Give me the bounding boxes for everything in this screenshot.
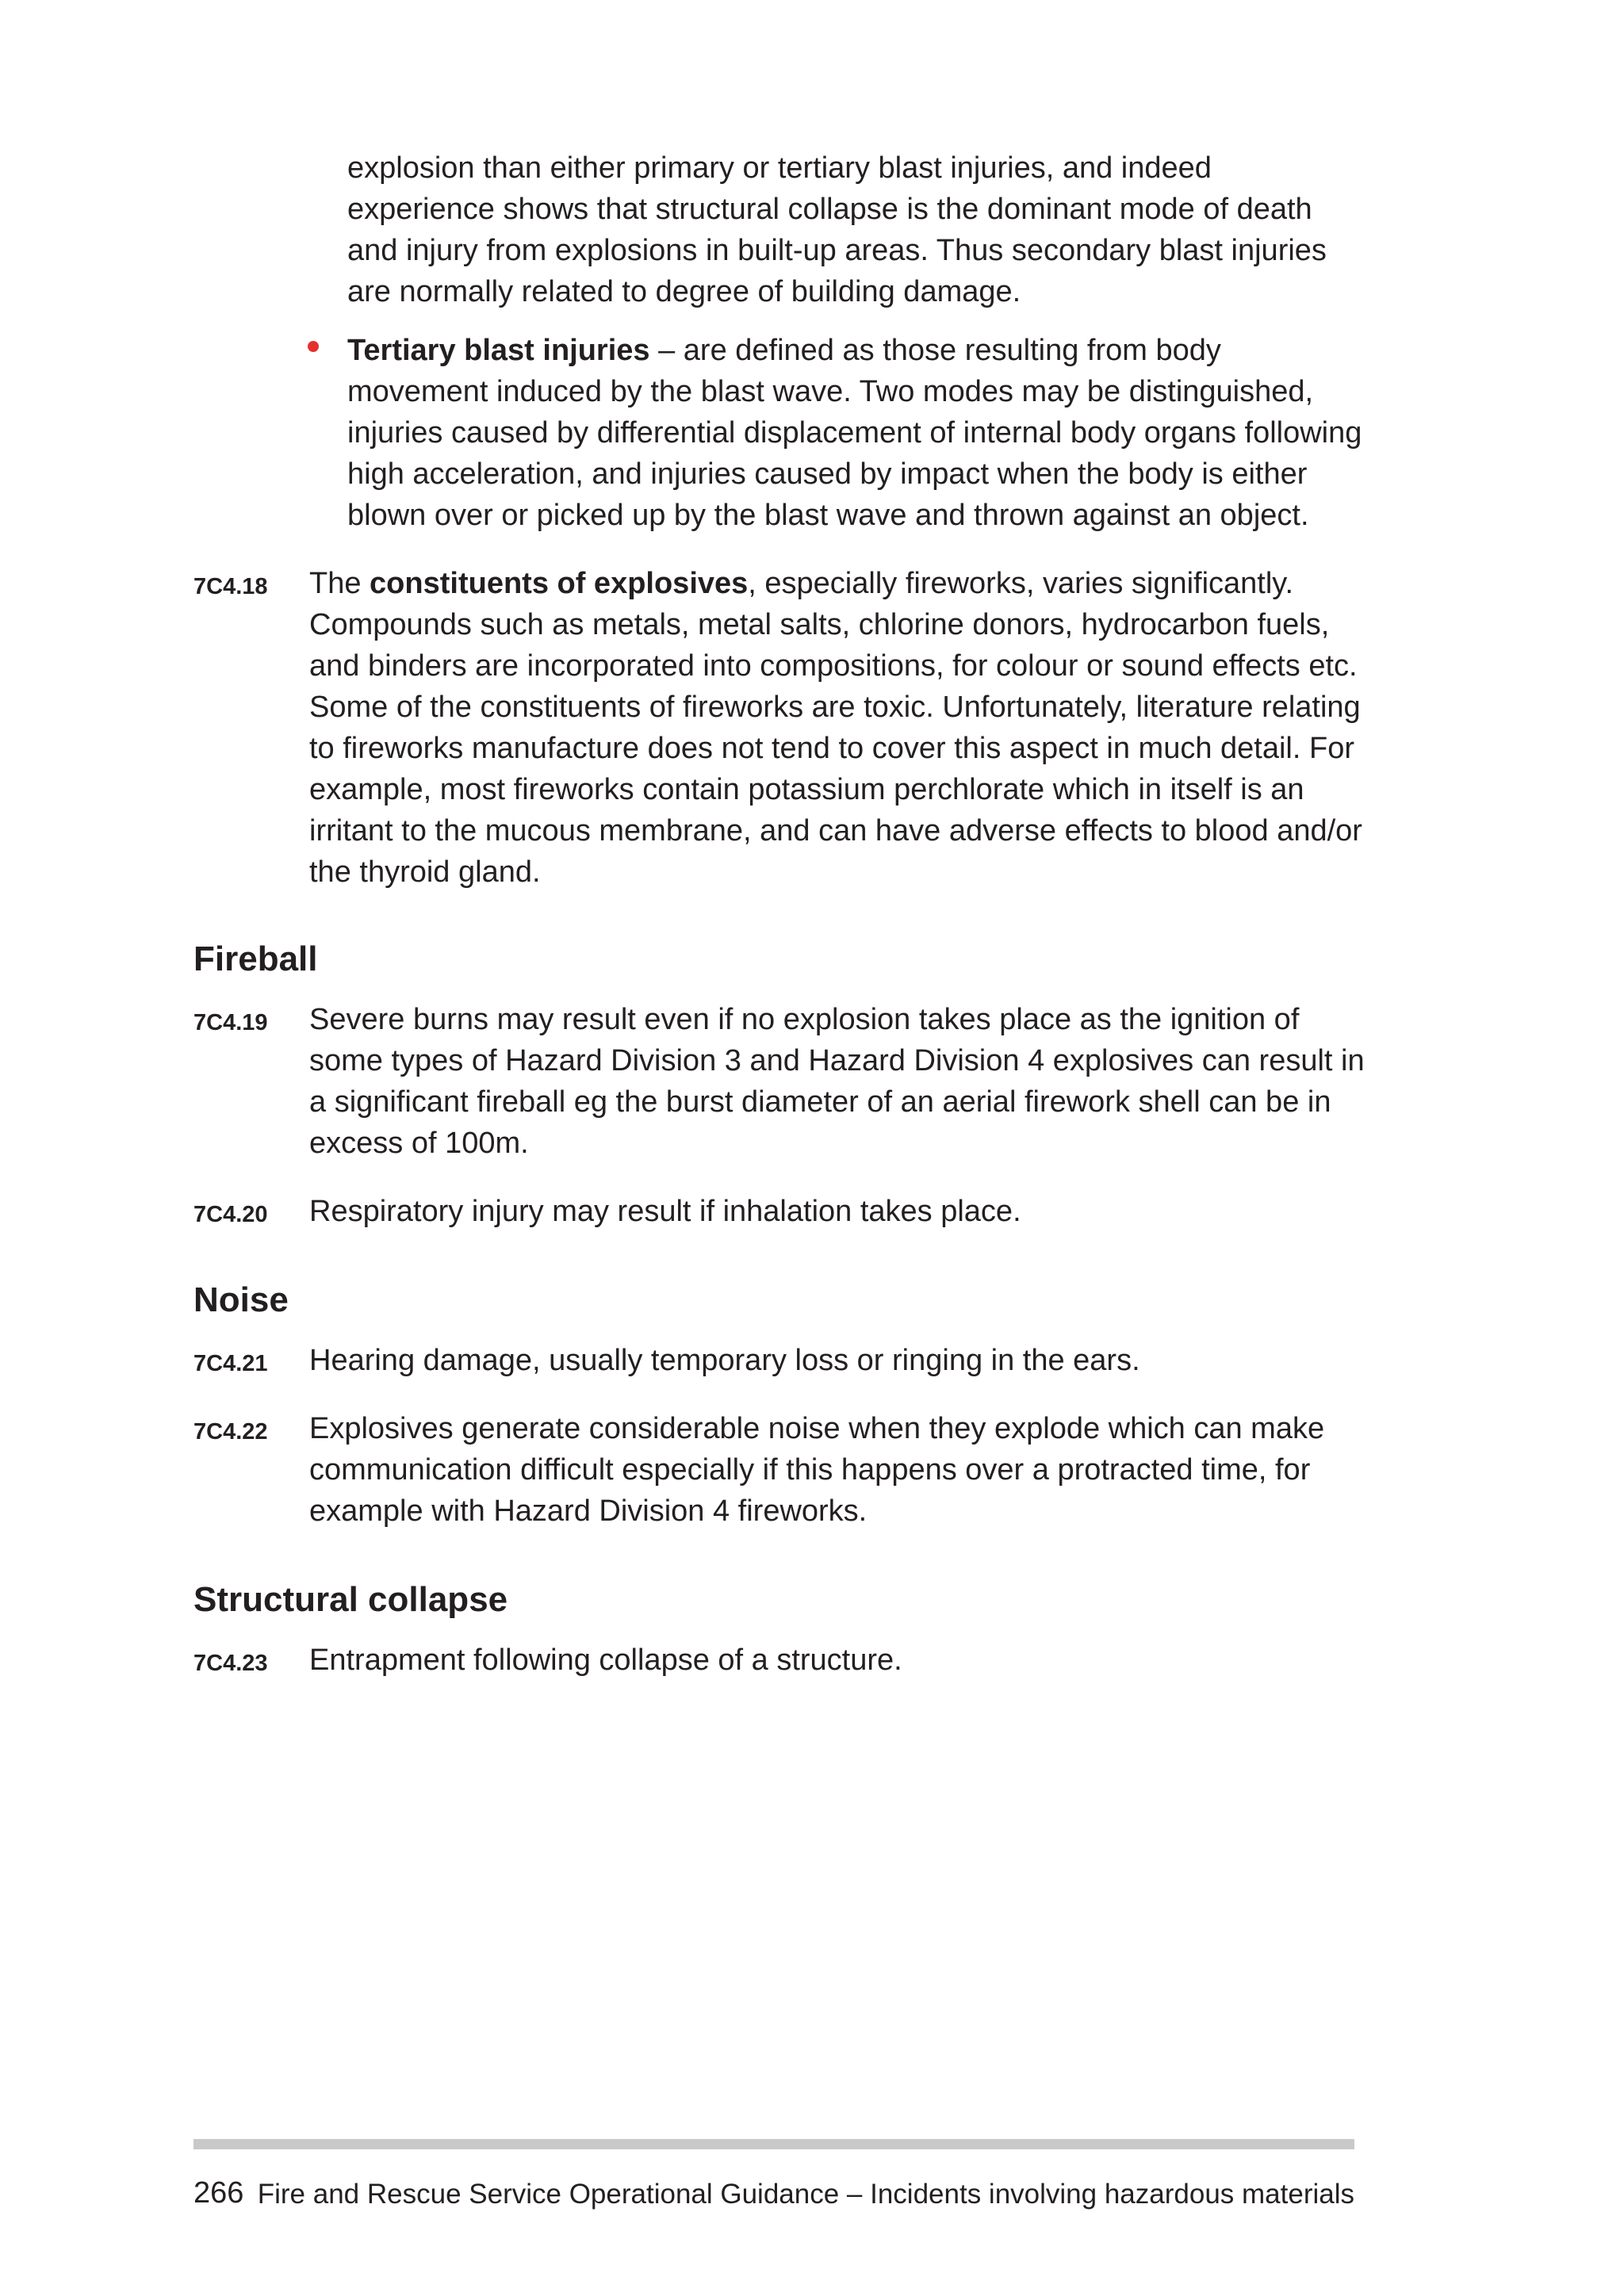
page-number: 266 — [193, 2176, 244, 2210]
paragraph-body: Explosives generate considerable noise when they explode which can make communication difficult especially if this happens over a protracted time, for example with Hazard Division 4 fireworks. — [309, 1412, 1325, 1528]
paragraph-text: , especially fireworks, varies significantly. Compounds such as metals, metal salts, chlorine donors, hydrocarbon fuels, and binders are incorporated into compositions, for colour or sound effects etc. Some of the constituents of fireworks are toxic. Unfortunately, literature relating to fireworks manufacture does not tend to cover this aspect in much detail. For example, most fireworks contain potassium perchlorate which in itself is an irritant to the mucous membrane, and can have adverse effects to blood and/or the thyroid gland. — [309, 567, 1362, 889]
continuation-text: explosion than either primary or tertiary blast injuries, and indeed experience shows that structural collapse is the dominant mode of death and injury from explosions in built-up areas. Thus secondary blast injuries are normally related to degree of building damage. — [347, 151, 1327, 308]
paragraph-number: 7C4.22 — [193, 1419, 268, 1445]
paragraph-body: Respiratory injury may result if inhalation takes place. — [309, 1195, 1021, 1228]
footer-divider — [193, 2139, 1354, 2149]
section-heading-structural-collapse: Structural collapse — [193, 1580, 508, 1619]
paragraph-body: Hearing damage, usually temporary loss or ringing in the ears. — [309, 1344, 1140, 1377]
paragraph-number: 7C4.21 — [193, 1351, 268, 1376]
paragraph-number: 7C4.19 — [193, 1010, 268, 1035]
tertiary-text: – are defined as those resulting from body movement induced by the blast wave. Two modes may be distinguished, injuries caused by differential displacement of internal body organs following high acceleration, and injuries caused by impact when the body is either blown over or picked up by the blast wave and thrown against an object. — [347, 334, 1362, 532]
paragraph-body: Entrapment following collapse of a structure. — [309, 1644, 902, 1677]
paragraph-pre: The — [309, 567, 370, 600]
paragraph-number: 7C4.18 — [193, 574, 268, 599]
paragraph-body — [309, 563, 1367, 893]
section-heading-fireball: Fireball — [193, 939, 318, 978]
paragraph-number: 7C4.20 — [193, 1202, 268, 1227]
paragraph-number: 7C4.23 — [193, 1651, 268, 1676]
continuation-paragraph — [347, 147, 1362, 312]
bullet-item-tertiary — [347, 330, 1362, 536]
bullet-icon — [308, 341, 319, 352]
section-heading-noise: Noise — [193, 1280, 289, 1319]
footer-document-title: Fire and Rescue Service Operational Guidance – Incidents involving hazardous materials — [257, 2179, 1354, 2210]
paragraph-body: Severe burns may result even if no explosion takes place as the ignition of some types of Hazard Division 3 and Hazard Division 4 explosives can result in a significant fireball eg the burst diameter of an aerial firework shell can be in excess of 100m. — [309, 1003, 1365, 1160]
tertiary-term: Tertiary blast injuries — [347, 334, 650, 367]
paragraph-bold-term: constituents of explosives — [370, 567, 749, 600]
